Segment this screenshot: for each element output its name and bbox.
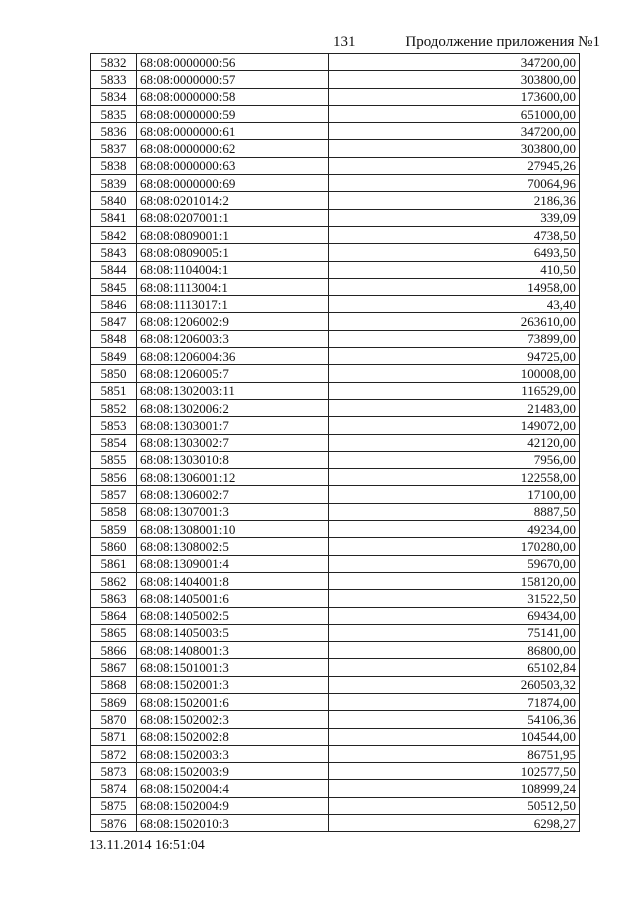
row-number: 5839 xyxy=(91,175,137,192)
row-number: 5849 xyxy=(91,348,137,365)
row-number: 5852 xyxy=(91,399,137,416)
row-number: 5869 xyxy=(91,693,137,710)
row-number: 5842 xyxy=(91,226,137,243)
table-row xyxy=(91,659,580,676)
amount-value: 7956,00 xyxy=(329,451,580,468)
row-number: 5843 xyxy=(91,244,137,261)
table-row xyxy=(91,226,580,243)
row-number: 5859 xyxy=(91,521,137,538)
cadastral-number: 68:08:1303010:8 xyxy=(137,451,329,468)
amount-value: 42120,00 xyxy=(329,434,580,451)
table-row xyxy=(91,434,580,451)
row-number: 5864 xyxy=(91,607,137,624)
amount-value: 75141,00 xyxy=(329,624,580,641)
amount-value: 59670,00 xyxy=(329,555,580,572)
cadastral-values-table xyxy=(90,53,580,832)
cadastral-number: 68:08:0000000:58 xyxy=(137,88,329,105)
amount-value: 43,40 xyxy=(329,296,580,313)
table-row xyxy=(91,555,580,572)
cadastral-number: 68:08:1302006:2 xyxy=(137,399,329,416)
cadastral-number: 68:08:1306001:12 xyxy=(137,469,329,486)
row-number: 5850 xyxy=(91,365,137,382)
amount-value: 94725,00 xyxy=(329,348,580,365)
table-row xyxy=(91,209,580,226)
table-row xyxy=(91,382,580,399)
amount-value: 71874,00 xyxy=(329,693,580,710)
table-row xyxy=(91,88,580,105)
table-row xyxy=(91,572,580,589)
amount-value: 65102,84 xyxy=(329,659,580,676)
cadastral-number: 68:08:0000000:63 xyxy=(137,157,329,174)
cadastral-number: 68:08:1502010:3 xyxy=(137,815,329,832)
cadastral-number: 68:08:1206003:3 xyxy=(137,330,329,347)
table-row xyxy=(91,71,580,88)
row-number: 5845 xyxy=(91,278,137,295)
row-number: 5840 xyxy=(91,192,137,209)
row-number: 5844 xyxy=(91,261,137,278)
table-row xyxy=(91,815,580,832)
cadastral-number: 68:08:0000000:56 xyxy=(137,54,329,71)
amount-value: 6493,50 xyxy=(329,244,580,261)
row-number: 5866 xyxy=(91,642,137,659)
row-number: 5846 xyxy=(91,296,137,313)
amount-value: 303800,00 xyxy=(329,71,580,88)
table-row xyxy=(91,728,580,745)
table-row xyxy=(91,797,580,814)
row-number: 5860 xyxy=(91,538,137,555)
row-number: 5854 xyxy=(91,434,137,451)
cadastral-number: 68:08:1307001:3 xyxy=(137,503,329,520)
amount-value: 170280,00 xyxy=(329,538,580,555)
row-number: 5871 xyxy=(91,728,137,745)
row-number: 5853 xyxy=(91,417,137,434)
amount-value: 339,09 xyxy=(329,209,580,226)
cadastral-number: 68:08:1502001:6 xyxy=(137,693,329,710)
row-number: 5838 xyxy=(91,157,137,174)
cadastral-number: 68:08:1405001:6 xyxy=(137,590,329,607)
row-number: 5863 xyxy=(91,590,137,607)
table-row xyxy=(91,123,580,140)
cadastral-number: 68:08:1303001:7 xyxy=(137,417,329,434)
table-row xyxy=(91,642,580,659)
table-row xyxy=(91,348,580,365)
row-number: 5836 xyxy=(91,123,137,140)
page-number: 131 xyxy=(333,34,356,50)
amount-value: 2186,36 xyxy=(329,192,580,209)
row-number: 5873 xyxy=(91,763,137,780)
amount-value: 122558,00 xyxy=(329,469,580,486)
row-number: 5834 xyxy=(91,88,137,105)
amount-value: 102577,50 xyxy=(329,763,580,780)
row-number: 5841 xyxy=(91,209,137,226)
amount-value: 263610,00 xyxy=(329,313,580,330)
table-row xyxy=(91,693,580,710)
cadastral-number: 68:08:1206002:9 xyxy=(137,313,329,330)
cadastral-number: 68:08:0000000:57 xyxy=(137,71,329,88)
cadastral-number: 68:08:0000000:62 xyxy=(137,140,329,157)
cadastral-number: 68:08:1206004:36 xyxy=(137,348,329,365)
table-row xyxy=(91,140,580,157)
table-row xyxy=(91,676,580,693)
row-number: 5832 xyxy=(91,54,137,71)
amount-value: 158120,00 xyxy=(329,572,580,589)
row-number: 5851 xyxy=(91,382,137,399)
row-number: 5875 xyxy=(91,797,137,814)
cadastral-number: 68:08:1502002:8 xyxy=(137,728,329,745)
amount-value: 651000,00 xyxy=(329,105,580,122)
row-number: 5865 xyxy=(91,624,137,641)
table-row xyxy=(91,244,580,261)
row-number: 5868 xyxy=(91,676,137,693)
table-row xyxy=(91,54,580,71)
row-number: 5867 xyxy=(91,659,137,676)
amount-value: 173600,00 xyxy=(329,88,580,105)
table-row xyxy=(91,590,580,607)
table-row xyxy=(91,313,580,330)
cadastral-number: 68:08:1502004:4 xyxy=(137,780,329,797)
row-number: 5858 xyxy=(91,503,137,520)
cadastral-number: 68:08:1309001:4 xyxy=(137,555,329,572)
amount-value: 17100,00 xyxy=(329,486,580,503)
amount-value: 70064,96 xyxy=(329,175,580,192)
row-number: 5862 xyxy=(91,572,137,589)
table-row xyxy=(91,417,580,434)
cadastral-number: 68:08:1404001:8 xyxy=(137,572,329,589)
amount-value: 49234,00 xyxy=(329,521,580,538)
cadastral-number: 68:08:0000000:69 xyxy=(137,175,329,192)
cadastral-number: 68:08:1405003:5 xyxy=(137,624,329,641)
row-number: 5837 xyxy=(91,140,137,157)
cadastral-number: 68:08:1104004:1 xyxy=(137,261,329,278)
row-number: 5855 xyxy=(91,451,137,468)
cadastral-number: 68:08:0809001:1 xyxy=(137,226,329,243)
cadastral-number: 68:08:1502002:3 xyxy=(137,711,329,728)
amount-value: 73899,00 xyxy=(329,330,580,347)
row-number: 5872 xyxy=(91,745,137,762)
row-number: 5833 xyxy=(91,71,137,88)
cadastral-number: 68:08:1502004:9 xyxy=(137,797,329,814)
table-body xyxy=(91,54,580,832)
amount-value: 149072,00 xyxy=(329,417,580,434)
cadastral-number: 68:08:1501001:3 xyxy=(137,659,329,676)
table-row xyxy=(91,469,580,486)
table-row xyxy=(91,175,580,192)
amount-value: 50512,50 xyxy=(329,797,580,814)
table-row xyxy=(91,503,580,520)
cadastral-number: 68:08:1308002:5 xyxy=(137,538,329,555)
cadastral-number: 68:08:1308001:10 xyxy=(137,521,329,538)
annex-continuation-title: Продолжение приложения №1 xyxy=(405,34,600,50)
row-number: 5876 xyxy=(91,815,137,832)
table-row xyxy=(91,624,580,641)
row-number: 5874 xyxy=(91,780,137,797)
cadastral-number: 68:08:1302003:11 xyxy=(137,382,329,399)
amount-value: 31522,50 xyxy=(329,590,580,607)
amount-value: 104544,00 xyxy=(329,728,580,745)
table-row xyxy=(91,780,580,797)
amount-value: 69434,00 xyxy=(329,607,580,624)
table-row xyxy=(91,296,580,313)
table-row xyxy=(91,192,580,209)
cadastral-number: 68:08:1113004:1 xyxy=(137,278,329,295)
cadastral-number: 68:08:1502003:3 xyxy=(137,745,329,762)
row-number: 5835 xyxy=(91,105,137,122)
row-number: 5847 xyxy=(91,313,137,330)
cadastral-number: 68:08:1206005:7 xyxy=(137,365,329,382)
table-row xyxy=(91,399,580,416)
print-timestamp: 13.11.2014 16:51:04 xyxy=(89,838,205,853)
table-row xyxy=(91,486,580,503)
cadastral-number: 68:08:1405002:5 xyxy=(137,607,329,624)
table-row xyxy=(91,745,580,762)
amount-value: 6298,27 xyxy=(329,815,580,832)
row-number: 5870 xyxy=(91,711,137,728)
table-row xyxy=(91,521,580,538)
amount-value: 21483,00 xyxy=(329,399,580,416)
row-number: 5848 xyxy=(91,330,137,347)
row-number: 5861 xyxy=(91,555,137,572)
cadastral-number: 68:08:1408001:3 xyxy=(137,642,329,659)
row-number: 5856 xyxy=(91,469,137,486)
table-row xyxy=(91,607,580,624)
table-row xyxy=(91,105,580,122)
table-row xyxy=(91,763,580,780)
row-number: 5857 xyxy=(91,486,137,503)
amount-value: 86800,00 xyxy=(329,642,580,659)
cadastral-number: 68:08:0207001:1 xyxy=(137,209,329,226)
cadastral-number: 68:08:1502001:3 xyxy=(137,676,329,693)
amount-value: 108999,24 xyxy=(329,780,580,797)
amount-value: 260503,32 xyxy=(329,676,580,693)
amount-value: 54106,36 xyxy=(329,711,580,728)
cadastral-number: 68:08:0809005:1 xyxy=(137,244,329,261)
table-row xyxy=(91,451,580,468)
cadastral-number: 68:08:0000000:61 xyxy=(137,123,329,140)
amount-value: 303800,00 xyxy=(329,140,580,157)
table-row xyxy=(91,365,580,382)
table-row xyxy=(91,711,580,728)
cadastral-number: 68:08:1113017:1 xyxy=(137,296,329,313)
table-row xyxy=(91,538,580,555)
amount-value: 4738,50 xyxy=(329,226,580,243)
cadastral-number: 68:08:0000000:59 xyxy=(137,105,329,122)
amount-value: 347200,00 xyxy=(329,123,580,140)
table-row xyxy=(91,157,580,174)
table-row xyxy=(91,278,580,295)
cadastral-number: 68:08:0201014:2 xyxy=(137,192,329,209)
amount-value: 116529,00 xyxy=(329,382,580,399)
amount-value: 8887,50 xyxy=(329,503,580,520)
amount-value: 86751,95 xyxy=(329,745,580,762)
table-row xyxy=(91,261,580,278)
amount-value: 27945,26 xyxy=(329,157,580,174)
amount-value: 14958,00 xyxy=(329,278,580,295)
table-row xyxy=(91,330,580,347)
cadastral-number: 68:08:1303002:7 xyxy=(137,434,329,451)
cadastral-number: 68:08:1306002:7 xyxy=(137,486,329,503)
cadastral-number: 68:08:1502003:9 xyxy=(137,763,329,780)
amount-value: 410,50 xyxy=(329,261,580,278)
amount-value: 100008,00 xyxy=(329,365,580,382)
amount-value: 347200,00 xyxy=(329,54,580,71)
